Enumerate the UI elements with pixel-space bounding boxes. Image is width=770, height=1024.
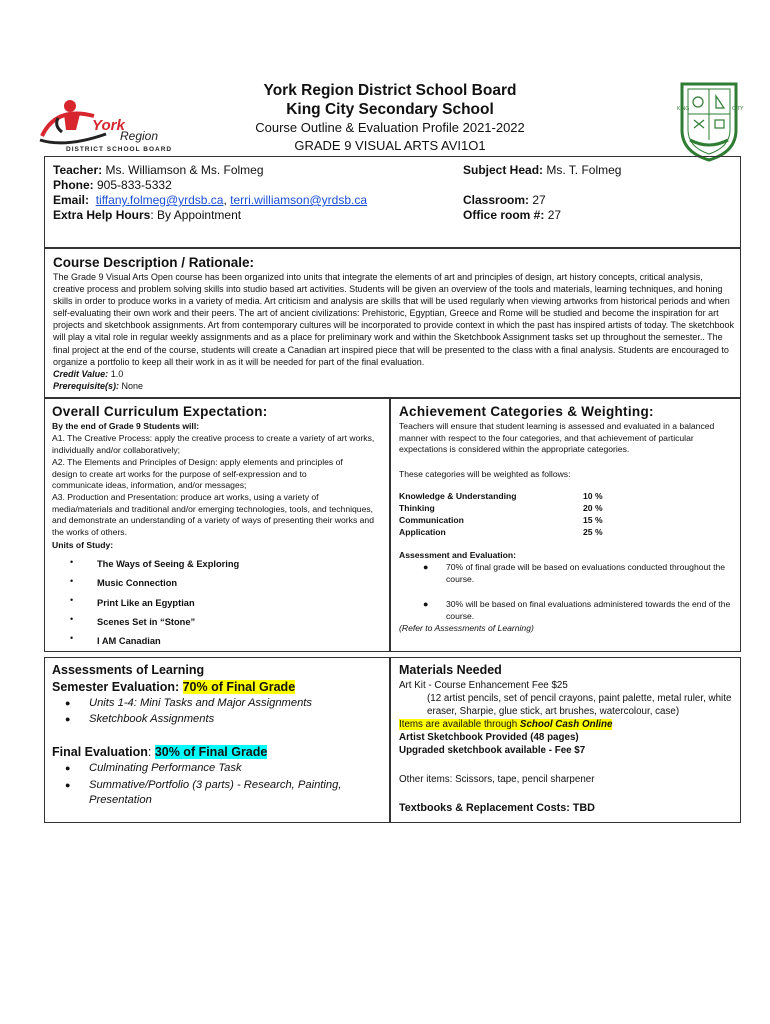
- school-cash-online-link[interactable]: School Cash Online: [519, 719, 613, 730]
- prereq-value: None: [119, 381, 144, 391]
- phone-line: [53, 178, 172, 193]
- expectation-a3: A3. Production and Presentation: produce art works, using a variety of media/materials and traditional and/or emerging technologies, tools, and techniques, and demonstrate an understanding of a variety of ways of presenting their works and the works of others.: [52, 492, 374, 538]
- teacher-label: Teacher:: [53, 163, 103, 177]
- unit-item: Music Connection: [97, 578, 178, 588]
- svg-text:CITY: CITY: [732, 106, 744, 112]
- category-weight: 15 %: [583, 515, 603, 525]
- unit-bullet: •: [70, 633, 74, 643]
- semester-value: 70% of Final Grade: [182, 680, 296, 694]
- unit-item: Print Like an Egyptian: [97, 598, 195, 608]
- bullet-dot: ●: [423, 599, 429, 609]
- category-name: Knowledge & Understanding: [399, 491, 517, 501]
- teacher-info-section: [44, 156, 741, 248]
- assessment-evaluation-label: Assessment and Evaluation:: [399, 550, 517, 560]
- board-name: York Region District School Board: [263, 82, 517, 99]
- semester-label: Semester Evaluation:: [52, 680, 183, 694]
- subject-head-value: Ms. T. Folmeg: [543, 163, 622, 177]
- materials-section: [390, 657, 741, 823]
- unit-bullet: •: [70, 576, 74, 586]
- art-kit-contents: (12 artist pencils, set of pencil crayons, paint palette, metal ruler, white eraser, Sharpie, glue stick, art brushes, watercolour, case): [427, 693, 732, 717]
- email-line: [53, 193, 367, 208]
- outline-title: Course Outline & Evaluation Profile 2021-2022: [255, 120, 525, 135]
- final-label: Final Evaluation: [52, 745, 148, 759]
- final-item: Summative/Portfolio (3 parts) - Research, Painting, Presentation: [89, 779, 342, 806]
- svg-text:KING: KING: [677, 106, 690, 112]
- subject-head-line: [463, 163, 621, 178]
- weighted-note: These categories will be weighted as follows:: [399, 469, 571, 479]
- email-link-folmeg[interactable]: tiffany.folmeg@yrdsb.ca: [95, 193, 224, 207]
- description-text: The Grade 9 Visual Arts Open course has been organized into units that integrate the elements of art and principles of design, art history concepts, critical analysis, creative process and problem solving skills into studio based art activities. Students will be given an overview of the tools and materials, learning techniques, and honing skills in order to produce works in a variety of media. Art criticism and analysis are skills that will be used regularly when viewing artworks from historical periods and when self-evaluating their own work and their peers. The art of ancient civilizations: Prehistoric, Egyptian, Greece and Rome will be studied and become the inspiration for art projects and sketchbook assignments. Art from contemporary cultures will be incorporated to provide context in which the past has inspired artists of today. The sketchbook will play a vital role in regular weekly assignments and as a place for preliminary work and within the Sketchbook Assignment tasks set up throughout the semester.. The final project at the end of the course, students will create a Canadian art inspired piece that will be presented to the class with a final analysis. Students are encouraged to organize a portfolio to keep all their work in as it will be needed for part of the final evaluation.: [53, 272, 735, 367]
- svg-text:York: York: [92, 117, 125, 134]
- office-line: [463, 208, 561, 223]
- textbooks-costs: Textbooks & Replacement Costs: TBD: [399, 802, 595, 814]
- achievement-intro: Teachers will ensure that student learning is assessed and evaluated in a balanced manner with respect to the four categories, and that achievement of particular expectations is considered within the appropriate categories.: [399, 421, 715, 455]
- classroom-line: [463, 193, 546, 208]
- final-value: 30% of Final Grade: [154, 745, 268, 759]
- phone-value: 905-833-5332: [93, 178, 172, 192]
- curriculum-subtitle: By the end of Grade 9 Students will:: [52, 421, 200, 431]
- bullet-dot: ●: [65, 780, 71, 790]
- classroom-value: 27: [529, 193, 546, 207]
- help-line: [53, 208, 241, 223]
- ae-item-30: 30% will be based on final evaluations administered towards the end of the course.: [446, 599, 731, 621]
- other-items: Other items: Scissors, tape, pencil sharpener: [399, 774, 595, 785]
- bullet-dot: ●: [65, 763, 71, 773]
- prereq-line: [53, 380, 143, 392]
- category-weight: 25 %: [583, 527, 603, 537]
- sketchbook-provided: Artist Sketchbook Provided (48 pages): [399, 732, 579, 743]
- semester-evaluation: [52, 679, 295, 695]
- unit-item: I AM Canadian: [97, 636, 161, 646]
- bullet-dot: ●: [423, 562, 429, 572]
- availability-line: [399, 719, 612, 732]
- school-name: King City Secondary School: [286, 101, 494, 118]
- king-city-crest: [676, 80, 742, 162]
- classroom-label: Classroom:: [463, 193, 530, 207]
- ae-item-70: 70% of final grade will be based on evaluations conducted throughout the course.: [446, 562, 726, 584]
- unit-bullet: •: [70, 557, 74, 567]
- phone-label: Phone:: [53, 178, 94, 192]
- credit-value: 1.0: [108, 369, 124, 379]
- description-title: Course Description / Rationale:: [53, 255, 255, 270]
- category-name: Application: [399, 527, 446, 537]
- unit-bullet: •: [70, 595, 74, 605]
- email-separator: ,: [223, 193, 231, 207]
- svg-text:Region: Region: [120, 129, 159, 143]
- expectation-a1: A1. The Creative Process: apply the creative process to create a variety of art works, individually and/or collaboratively;: [52, 433, 375, 455]
- semester-item: Units 1-4: Mini Tasks and Major Assignments: [89, 697, 313, 709]
- unit-item: Scenes Set in “Stone”: [97, 617, 196, 627]
- availability-text: Items are available through: [399, 719, 520, 730]
- category-name: Communication: [399, 515, 464, 525]
- teacher-value: Ms. Williamson & Ms. Folmeg: [102, 163, 264, 177]
- prereq-label: Prerequisite(s):: [53, 381, 120, 391]
- unit-bullet: •: [70, 614, 74, 624]
- category-weight: 10 %: [583, 491, 603, 501]
- ae-reference: (Refer to Assessments of Learning): [399, 623, 534, 633]
- help-value: : By Appointment: [150, 208, 242, 222]
- credit-line: [53, 368, 123, 380]
- final-evaluation: [52, 744, 267, 760]
- help-label: Extra Help Hours: [53, 208, 151, 222]
- category-weight: 20 %: [583, 503, 603, 513]
- yrdsb-logo: [36, 96, 173, 154]
- bullet-dot: ●: [65, 698, 71, 708]
- final-item: Culminating Performance Task: [89, 762, 242, 774]
- course-description-section: [44, 248, 741, 398]
- sketchbook-upgrade: Upgraded sketchbook available - Fee $7: [399, 745, 586, 756]
- email-label: Email:: [53, 193, 90, 207]
- art-kit-fee: Art Kit - Course Enhancement Fee $25: [399, 680, 568, 691]
- category-name: Thinking: [399, 503, 435, 513]
- assessments-section: [44, 657, 390, 823]
- credit-label: Credit Value:: [53, 369, 109, 379]
- office-label: Office room #:: [463, 208, 545, 222]
- email-link-williamson[interactable]: terri.williamson@yrdsb.ca: [230, 193, 368, 207]
- achievement-section: [390, 398, 741, 652]
- materials-title: Materials Needed: [399, 663, 502, 677]
- final-colon: :: [147, 745, 155, 759]
- unit-item: The Ways of Seeing & Exploring: [97, 559, 240, 569]
- course-code: GRADE 9 VISUAL ARTS AVI1O1: [294, 138, 486, 153]
- assessments-title: Assessments of Learning: [52, 663, 205, 677]
- svg-text:DISTRICT SCHOOL BOARD: DISTRICT SCHOOL BOARD: [66, 146, 173, 153]
- office-value: 27: [544, 208, 562, 222]
- subject-head-label: Subject Head:: [463, 163, 544, 177]
- units-label: Units of Study:: [52, 540, 114, 550]
- curriculum-section: [44, 398, 390, 652]
- curriculum-title: Overall Curriculum Expectation:: [52, 404, 268, 419]
- expectation-a2: A2. The Elements and Principles of Design: apply elements and principles of design to create art works for the purpose of self-expression and to communicate ideas, information, and/or messages;: [52, 457, 343, 491]
- achievement-title: Achievement Categories & Weighting:: [399, 404, 654, 419]
- bullet-dot: ●: [65, 714, 71, 724]
- teacher-line: [53, 163, 264, 178]
- semester-item: Sketchbook Assignments: [89, 713, 215, 725]
